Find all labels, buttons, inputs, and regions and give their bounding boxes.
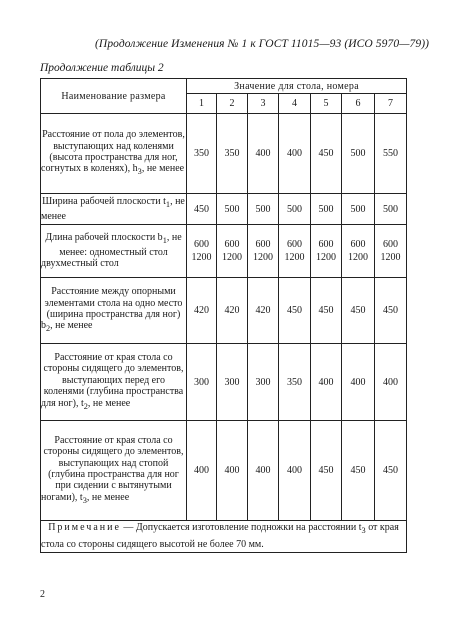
value-double: 1200: [253, 252, 273, 263]
table-row: [41, 194, 407, 225]
value-cell: 300: [217, 344, 248, 421]
value-cell: 500: [217, 194, 248, 225]
value-cell: 450: [311, 114, 342, 194]
value-cell: 420: [187, 278, 217, 344]
row-label: Расстояние между опорными элементами стола на одно место (ширина пространства для ног) $b_2$, не менее: [41, 278, 187, 344]
note-row: [41, 521, 407, 553]
column-number: 2: [217, 94, 248, 114]
table-row: [41, 225, 407, 278]
value-cell: 400: [311, 344, 342, 421]
header-name-cell: Наименование размера: [41, 79, 187, 114]
value-cell: [375, 225, 407, 278]
column-number: 5: [311, 94, 342, 114]
value-cell: 350: [187, 114, 217, 194]
column-number: 1: [187, 94, 217, 114]
table-row: [41, 344, 407, 421]
row-label: Расстояние от пола до элементов, выступающих над коленями (высота пространства для ног, согнутых в коленях), $h_3$, не менее: [41, 114, 187, 194]
value-cell: 300: [248, 344, 279, 421]
value-cell: 500: [248, 194, 279, 225]
value-cell: 400: [279, 421, 311, 521]
value-single: 600: [350, 239, 366, 250]
value-single: 600: [287, 239, 302, 250]
row-label: Расстояние от края стола со стороны сидящего до элементов, выступающих перед его коленями (глубина пространства для ног), $t_2$, не менее: [41, 344, 187, 421]
row-label: Расстояние от края стола со стороны сидящего до элементов, выступающих над стопой (глубина пространства для ног при сидении с вытянутыми ногами), $t_3$, не менее: [41, 421, 187, 521]
note-label: Примечание: [48, 522, 121, 533]
value-cell: 400: [342, 344, 375, 421]
value-single: 600: [194, 239, 209, 250]
value-cell: 450: [375, 278, 407, 344]
value-double: 1200: [191, 252, 212, 263]
value-cell: 420: [217, 278, 248, 344]
value-cell: 400: [248, 114, 279, 194]
value-cell: 500: [342, 114, 375, 194]
value-cell: 300: [187, 344, 217, 421]
row-label: Ширина рабочей плоскости $t_1$, не менее: [41, 194, 187, 225]
value-single: 600: [255, 239, 271, 250]
value-double: 1200: [222, 252, 242, 263]
value-single: 600: [383, 239, 399, 250]
document-header: (Продолжение Изменения № 1 к ГОСТ 11015—93 (ИСО 5970—79)): [95, 38, 430, 50]
header-group-cell: Значение для стола, номера: [187, 79, 407, 94]
value-cell: 350: [217, 114, 248, 194]
value-cell: [311, 225, 342, 278]
value-double: 1200: [380, 252, 401, 263]
table-caption: Продолжение таблицы 2: [40, 62, 164, 74]
value-cell: [279, 225, 311, 278]
table-row: [41, 114, 407, 194]
value-cell: 450: [375, 421, 407, 521]
value-cell: 450: [342, 421, 375, 521]
dimensions-table: [40, 78, 407, 553]
value-cell: 400: [187, 421, 217, 521]
value-cell: 400: [248, 421, 279, 521]
value-double: 1200: [316, 252, 336, 263]
value-cell: 450: [187, 194, 217, 225]
value-cell: [342, 225, 375, 278]
column-number: 3: [248, 94, 279, 114]
value-single: 600: [318, 239, 334, 250]
value-cell: 500: [375, 194, 407, 225]
value-cell: 500: [279, 194, 311, 225]
value-cell: 400: [279, 114, 311, 194]
table-row: [41, 421, 407, 521]
table-note: Примечание — Допускается изготовление подножки на расстоянии $t_3$ от края стола со стороны сидящего высотой не более 70 мм.: [41, 521, 407, 553]
value-cell: 550: [375, 114, 407, 194]
column-number: 6: [342, 94, 375, 114]
value-cell: 450: [311, 421, 342, 521]
column-number: 7: [375, 94, 407, 114]
page-number: 2: [40, 589, 45, 600]
value-cell: 450: [342, 278, 375, 344]
row-label: Длина рабочей плоскости $b_1$, не менее: одноместный стол двухместный стол: [41, 225, 187, 278]
column-number: 4: [279, 94, 311, 114]
value-cell: 400: [217, 421, 248, 521]
value-cell: 420: [248, 278, 279, 344]
value-cell: 450: [279, 278, 311, 344]
value-cell: 350: [279, 344, 311, 421]
value-cell: 500: [311, 194, 342, 225]
value-cell: 500: [342, 194, 375, 225]
value-cell: [187, 225, 217, 278]
value-cell: [248, 225, 279, 278]
value-single: 600: [224, 239, 240, 250]
value-cell: 400: [375, 344, 407, 421]
value-cell: 450: [311, 278, 342, 344]
value-double: 1200: [284, 252, 305, 263]
value-double: 1200: [348, 252, 368, 263]
value-cell: [217, 225, 248, 278]
table-row: [41, 278, 407, 344]
